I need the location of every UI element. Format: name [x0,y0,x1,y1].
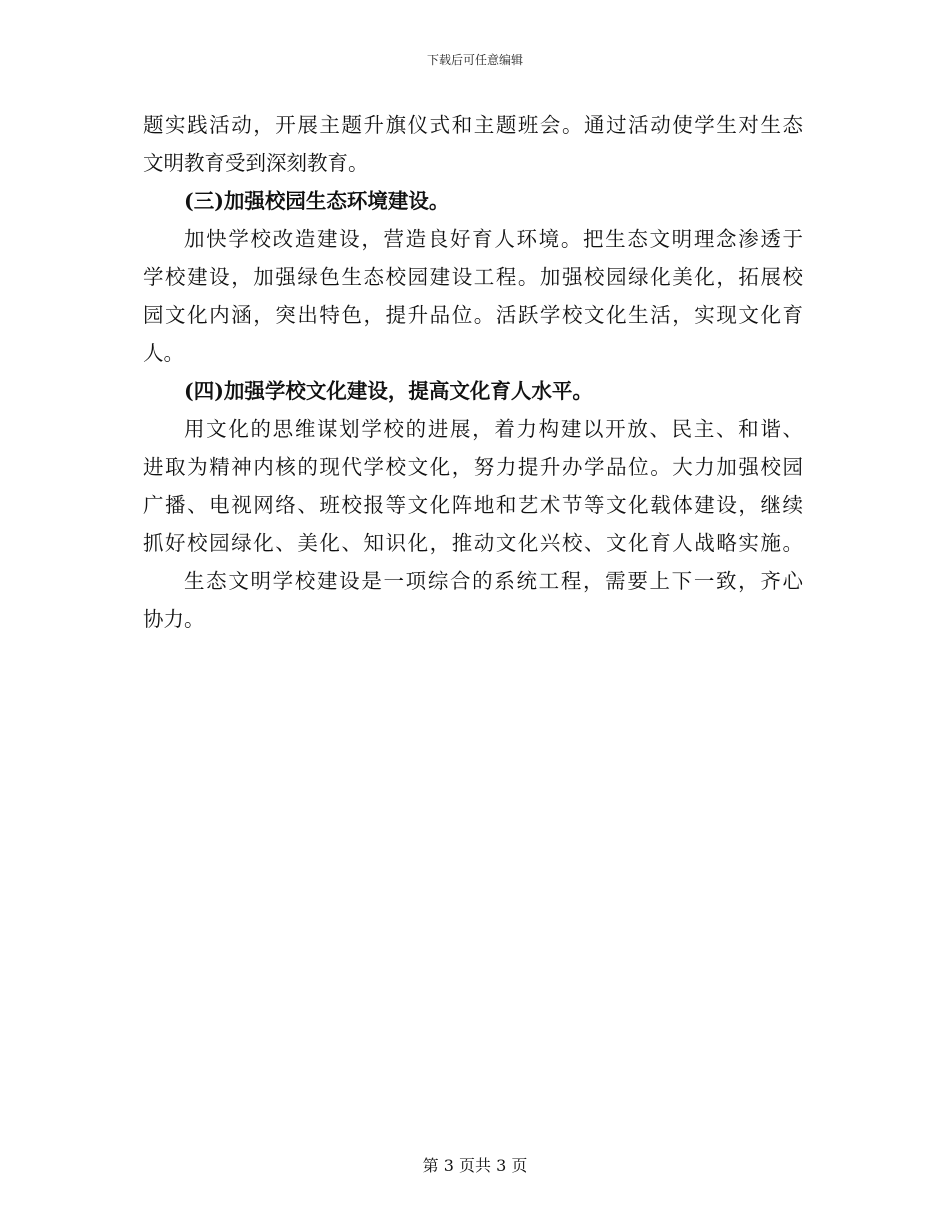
paragraph-line: 进取为精神内核的现代学校文化，努力提升办学品位。大力加强校园 [143,455,803,479]
paragraph-line: 加快学校改造建设，营造良好育人环境。把生态文明理念渗透于 [184,227,803,251]
paragraph-line: 广播、电视网络、班校报等文化阵地和艺术节等文化载体建设，继续 [143,493,803,517]
paragraph-line: 生态文明学校建设是一项综合的系统工程，需要上下一致，齐心 [184,569,803,593]
page-header: 下载后可任意编辑 [426,53,523,67]
paragraph-line: 协力。 [143,607,205,631]
paragraph-line: 园文化内涵，突出特色，提升品位。活跃学校文化生活，实现文化育 [143,303,803,327]
section-heading-3: (三)加强校园生态环境建设。 [184,189,450,213]
paragraph-line: 用文化的思维谋划学校的进展，着力构建以开放、民主、和谐、 [184,417,803,441]
document-body [143,106,803,638]
paragraph-line: 人。 [143,341,184,365]
paragraph-line: 文明教育受到深刻教育。 [143,151,369,175]
paragraph-line: 学校建设，加强绿色生态校园建设工程。加强校园绿化美化，拓展校 [143,265,803,289]
section-heading-4: (四)加强学校文化建设，提高文化育人水平。 [184,379,593,403]
page-footer: 第 3 页共 3 页 [422,1156,528,1175]
paragraph-line: 抓好校园绿化、美化、知识化，推动文化兴校、文化育人战略实施。 [143,531,803,555]
paragraph-line: 题实践活动，开展主题升旗仪式和主题班会。通过活动使学生对生态 [143,113,803,137]
